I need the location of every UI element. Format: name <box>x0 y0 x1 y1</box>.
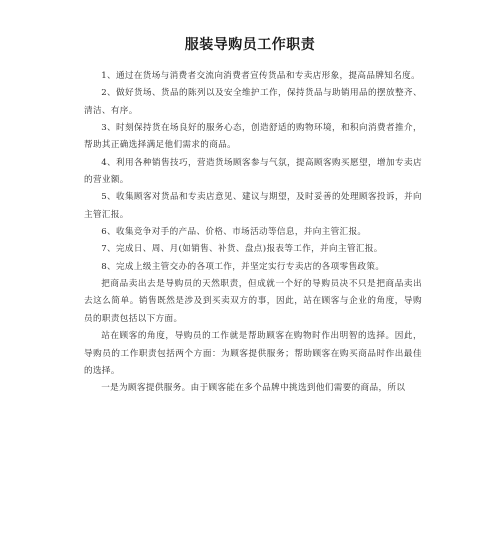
document-body <box>84 68 422 398</box>
paragraph-1: 1、通过在货场与消费者交流向消费者宣传货品和专卖店形象，提高品牌知名度。 <box>101 71 421 81</box>
paragraph-6: 6、收集竞争对手的产品、价格、市场活动等信息，并向主管汇报。 <box>101 227 367 238</box>
paragraph-4: 4、利用各种销售技巧，营造货场顾客参与气氛，提高顾客购买愿望，增加专卖店的营业额。 <box>84 157 422 186</box>
paragraph-8: 8、完成上级主管交办的各项工作，并坚定实行专卖店的各项零售政策。 <box>101 261 385 272</box>
paragraph-11: 一是为顾客提供服务。由于顾客能在多个品牌中挑选到他们需要的商品，所以 <box>101 383 406 394</box>
document-title: 服装导购员工作职责 <box>184 37 316 53</box>
paragraph-9: 把商品卖出去是导购员的天然职责，但成就一个好的导购员决不只是把商品卖出去这么简单。销售既然是涉及到买卖双方的事，因此，站在顾客与企业的角度，导购员的职责包括以下方面。 <box>84 279 422 324</box>
paragraph-5: 5、收集顾客对货品和专卖店意见、建议与期望，及时妥善的处理顾客投诉，并向主管汇报。 <box>84 192 422 220</box>
paragraph-2: 2、做好货场、货品的陈列以及安全维护工作，保持货品与助销用品的摆放整齐、清洁、有序。 <box>84 88 422 116</box>
paragraph-10: 站在顾客的角度，导购员的工作就是帮助顾客在购物时作出明智的选择。因此，导购员的工作职责包括两个方面：为顾客提供服务；帮助顾客在购买商品时作出最佳的选择。 <box>84 331 422 376</box>
paragraph-7: 7、完成日、周、月(如销售、补货、盘点)报表等工作，并向主管汇报。 <box>101 244 383 255</box>
paragraph-3: 3、时刻保持货在场良好的服务心态，创造舒适的购物环境，和积向消费者推介，帮助其正确选择满足他们需求的商品。 <box>84 123 422 151</box>
